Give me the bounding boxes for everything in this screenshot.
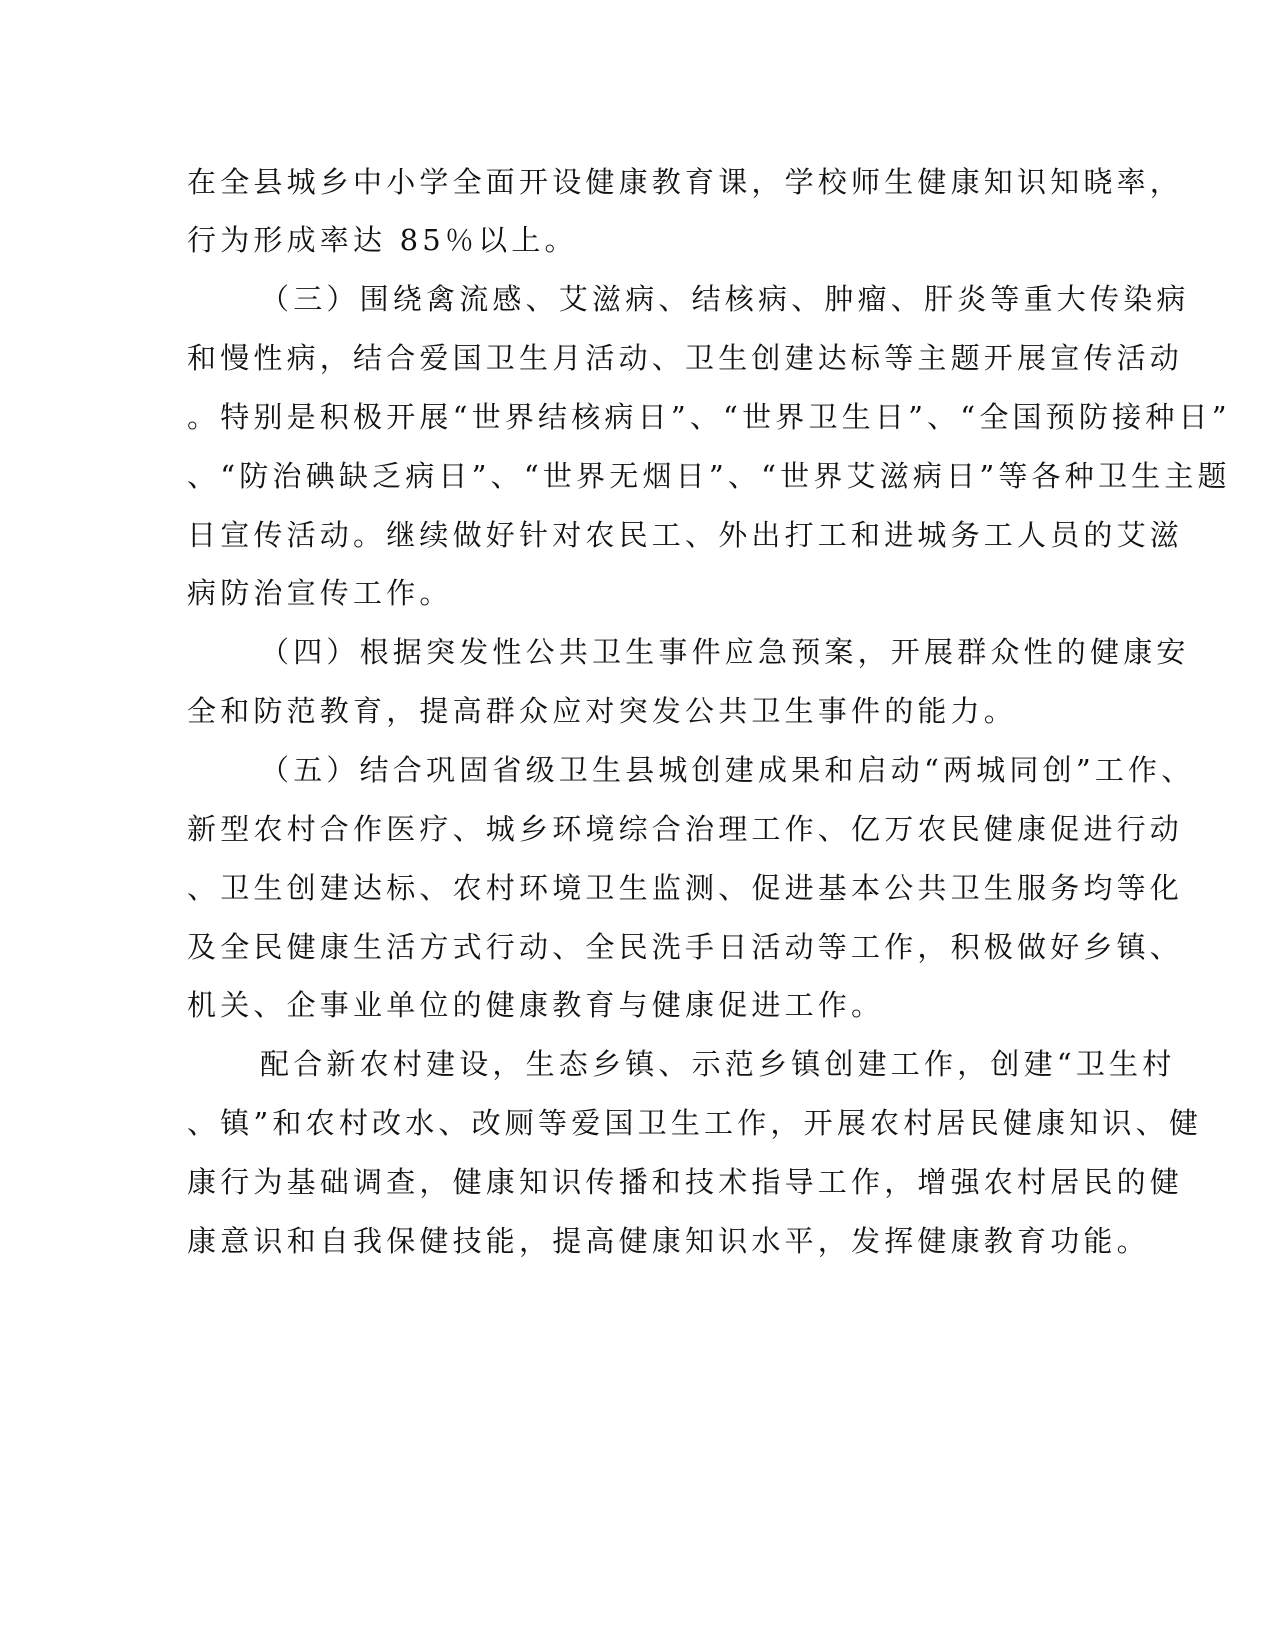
text-line: 新型农村合作医疗、城乡环境综合治理工作、亿万农民健康促进行动 bbox=[187, 812, 1184, 846]
paragraph-4-start: （四）根据突发性公共卫生事件应急预案，开展群众性的健康安 bbox=[260, 635, 1190, 669]
text-line: 和慢性病，结合爱国卫生月活动、卫生创建达标等主题开展宣传活动 bbox=[187, 341, 1184, 375]
text-line: 。特别是积极开展“世界结核病日”、“世界卫生日”、“全国预防接种日” bbox=[187, 400, 1231, 434]
text-line: 、卫生创建达标、农村环境卫生监测、促进基本公共卫生服务均等化 bbox=[187, 871, 1184, 905]
text-line: 、镇”和农村改水、改厕等爱国卫生工作，开展农村居民健康知识、健 bbox=[187, 1106, 1203, 1140]
text-line: 及全民健康生活方式行动、全民洗手日活动等工作，积极做好乡镇、 bbox=[187, 930, 1184, 964]
text-line: 病防治宣传工作。 bbox=[187, 576, 453, 610]
text-line: 康行为基础调查，健康知识传播和技术指导工作，增强农村居民的健 bbox=[187, 1165, 1184, 1199]
text-line: 康意识和自我保健技能，提高健康知识水平，发挥健康教育功能。 bbox=[187, 1224, 1150, 1258]
text-line: 、“防治碘缺乏病日”、“世界无烟日”、“世界艾滋病日”等各种卫生主题 bbox=[187, 459, 1231, 493]
paragraph-5-start: （五）结合巩固省级卫生县城创建成果和启动“两城同创”工作、 bbox=[260, 753, 1195, 787]
paragraph-3-start: （三）围绕禽流感、艾滋病、结核病、肿瘤、肝炎等重大传染病 bbox=[260, 282, 1190, 316]
paragraph-6-start: 配合新农村建设，生态乡镇、示范乡镇创建工作，创建“卫生村 bbox=[260, 1047, 1176, 1081]
text-line: 日宣传活动。继续做好针对农民工、外出打工和进城务工人员的艾滋 bbox=[187, 518, 1184, 552]
text-line: 在全县城乡中小学全面开设健康教育课，学校师生健康知识知晓率， bbox=[187, 165, 1184, 199]
text-line: 行为形成率达 85％以上。 bbox=[187, 223, 578, 257]
text-line: 机关、企事业单位的健康教育与健康促进工作。 bbox=[187, 988, 885, 1022]
text-line: 全和防范教育，提高群众应对突发公共卫生事件的能力。 bbox=[187, 694, 1018, 728]
